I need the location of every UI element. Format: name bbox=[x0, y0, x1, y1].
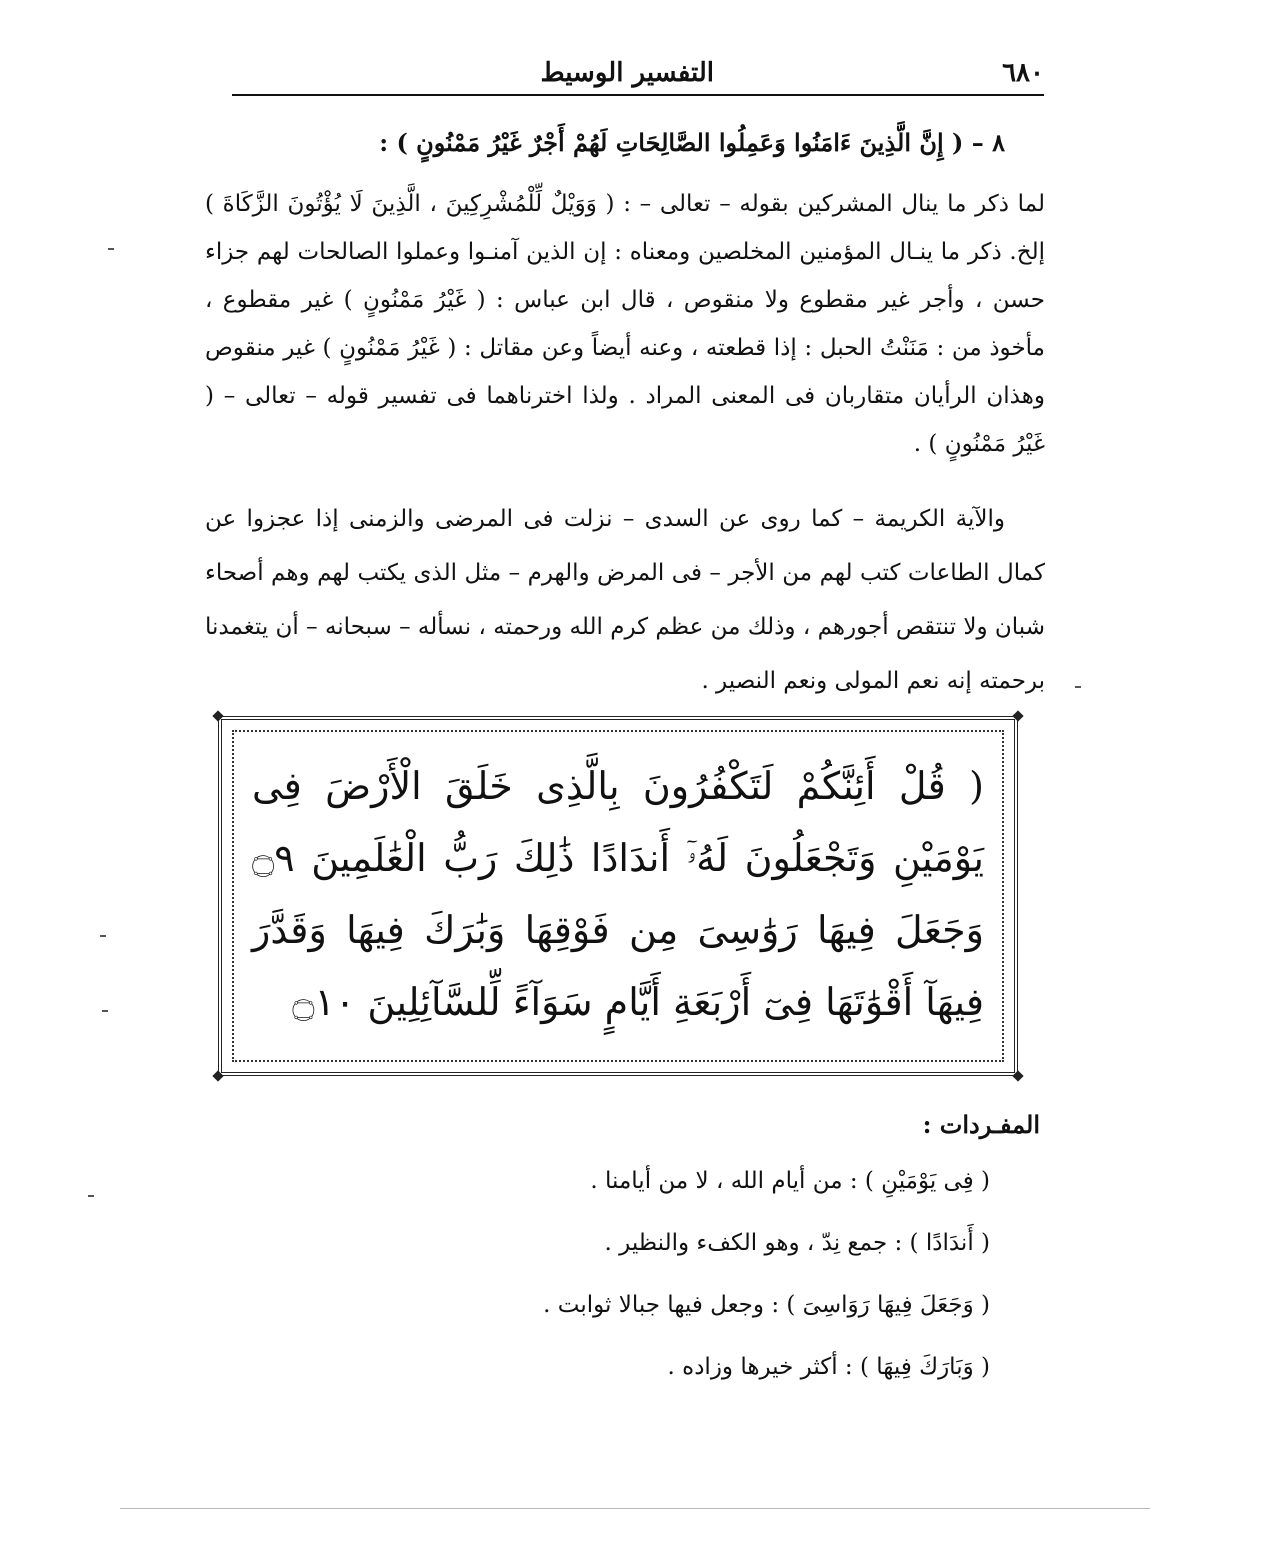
quran-verse-text: ( قُلْ أَئِنَّكُمْ لَتَكْفُرُونَ بِالَّذِى خَلَقَ الْأَرْضَ فِى يَوْمَيْنِ وَتَجْعَلُونَ لَهُۥٓ أَندَادًا ذَٰلِكَ رَبُّ الْعَٰلَمِينَ ۝٩ وَجَعَلَ فِيهَا رَوَٰسِىَ مِن فَوْقِهَا وَبَٰرَكَ فِيهَا وَقَدَّرَ فِيهَآ أَقْوَٰتَهَا فِىٓ أَرْبَعَةِ أَيَّامٍ سَوَآءً لِّلسَّآئِلِينَ ۝١٠ bbox=[252, 764, 984, 1024]
corner-ornament bbox=[1012, 1070, 1023, 1081]
commentary-paragraph-2 bbox=[205, 492, 1045, 708]
ayah-heading: ٨ – ( إِنَّ الَّذِينَ ءَامَنُوا وَعَمِلُوا الصَّالِحَاتِ لَهُمْ أَجْرٌ غَيْرُ مَمْنُونٍ ) : bbox=[379, 128, 1005, 157]
scan-mark bbox=[102, 1010, 108, 1012]
scan-mark bbox=[108, 248, 114, 250]
commentary-text-1: لما ذكر ما ينال المشركين بقوله – تعالى – : ( وَوَيْلٌ لِّلْمُشْرِكِينَ ، الَّذِينَ لَا يُؤْتُونَ الزَّكَاةَ ) إلخ. ذكر ما ينـال المؤمنين المخلصين ومعناه : إن الذين آمنـوا وعملوا الصالحات لهم جزاء حسن ، وأجر غير مقطوع ولا منقوص ، قال ابن عباس : ( غَيْرُ مَمْنُونٍ ) غير مقطوع ، مأخوذ من : مَنَنْتُ الحبل : إذا قطعته ، وعنه أيضاً وعن مقاتل : ( غَيْرُ مَمْنُونٍ ) غير منقوص وهذان الرأيان متقاربان فى المعنى المراد . ولذا اخترناهما فى تفسير قوله – تعالى – ( غَيْرُ مَمْنُونٍ ) . bbox=[205, 191, 1045, 457]
vocabulary-title: المفـردات : bbox=[922, 1110, 1040, 1139]
commentary-text-2: والآية الكريمة – كما روى عن السدى – نزلت فى المرضى والزمنى إذا عجزوا عن كمال الطاعات كتب لهم من الأجر – فى المرض والهرم – مثل الذى يكتب لهم وهم أصحاء شبان ولا تنتقص أجورهم ، وذلك من عظم كرم الله ورحمته ، نسأله – سبحانه – أن يتغمدنا برحمته إنه نعم المولى ونعم النصير . bbox=[205, 506, 1045, 694]
vocabulary-item: ( أَندَادًا ) : جمع نِدّ ، وهو الكفء والنظير . bbox=[604, 1230, 990, 1256]
header-rule bbox=[232, 94, 1044, 96]
bottom-scan-line bbox=[120, 1508, 1150, 1509]
quran-verse-frame bbox=[218, 716, 1018, 1076]
vocabulary-item: ( وَجَعَلَ فِيهَا رَوَاسِىَ ) : وجعل فيها جبالا ثوابت . bbox=[543, 1292, 990, 1318]
scan-mark bbox=[100, 935, 106, 937]
page-number: ٦٨٠ bbox=[1002, 58, 1044, 88]
commentary-paragraph-1 bbox=[205, 180, 1045, 468]
running-title: التفسير الوسيط bbox=[540, 58, 714, 88]
corner-ornament bbox=[212, 710, 223, 721]
corner-ornament bbox=[212, 1070, 223, 1081]
page-header bbox=[232, 58, 1044, 94]
vocabulary-item: ( وَبَارَكَ فِيهَا ) : أكثر خيرها وزاده . bbox=[667, 1354, 990, 1380]
corner-ornament bbox=[1012, 710, 1023, 721]
vocabulary-list bbox=[400, 1150, 990, 1398]
vocabulary-item: ( فِى يَوْمَيْنِ ) : من أيام الله ، لا من أيامنا . bbox=[590, 1168, 990, 1194]
scan-mark bbox=[1075, 686, 1081, 688]
scan-mark bbox=[88, 1195, 94, 1197]
